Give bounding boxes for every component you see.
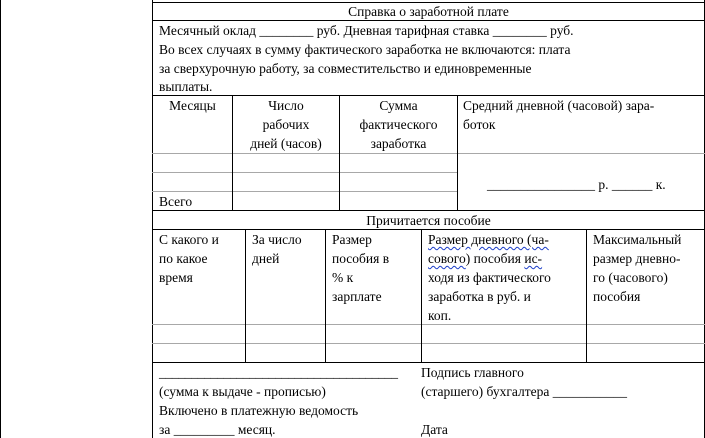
earnings-row-line: [152, 172, 457, 173]
payroll-label: Включено в платежную ведомость: [159, 403, 359, 418]
col-header-days-count: За число: [252, 232, 302, 247]
col-header-daily-benefit: [428, 231, 549, 248]
col-header-max-benefit: Максимальный: [593, 232, 682, 247]
signature-label: Подпись главного: [421, 365, 524, 380]
total-label: Всего: [159, 194, 193, 209]
daily-benefit-text: ) пособия: [465, 251, 525, 266]
earnings-table-top: [152, 95, 705, 96]
benefit-col-divider: [586, 229, 587, 362]
average-earnings-blank: ________________ р. ______ к.: [487, 177, 666, 192]
exclusions-line: за сверхурочную работу, за совместительство и единовременные: [159, 61, 532, 76]
col-header-sum: фактического: [359, 117, 438, 132]
col-header-percent: пособия в: [332, 251, 390, 266]
col-header-days: Число: [268, 98, 304, 113]
benefit-row-line: [152, 324, 705, 325]
title-divider: [152, 20, 705, 21]
col-header-period: по какое: [159, 251, 208, 266]
payroll-month-blank: за _________ месяц.: [159, 422, 276, 437]
col-header-percent: % к: [332, 270, 354, 285]
col-header-average: Средний дневной (часовой) зара-: [463, 98, 655, 113]
amount-in-words-caption: (сумма к выдаче - прописью): [159, 384, 326, 399]
benefit-table-bottom: [152, 362, 705, 363]
spellcheck-underlined-text: сового: [428, 251, 466, 266]
col-header-months: Месяцы: [169, 98, 216, 113]
exclusions-line: Во всех случаях в сумму фактического заработка не включаются: плата: [159, 42, 571, 57]
benefit-col-divider: [245, 229, 246, 362]
date-label: Дата: [421, 422, 448, 437]
benefit-title-divider: [152, 229, 705, 230]
spellcheck-underlined-text: Размер дневного (ча-: [428, 232, 549, 247]
spellcheck-underlined-text: ис-: [524, 251, 543, 266]
col-header-days: дней (часов): [250, 136, 322, 151]
earnings-col-divider: [457, 95, 458, 210]
exclusions-line: выплаты.: [159, 79, 213, 94]
salary-line: Месячный оклад ________ руб. Дневная тарифная ставка ________ руб.: [159, 23, 574, 38]
left-page-border: [0, 0, 1, 438]
col-header-days-count: дней: [252, 251, 280, 266]
col-header-sum: заработка: [370, 136, 427, 151]
col-header-average: боток: [463, 117, 496, 132]
benefit-col-divider: [421, 229, 422, 362]
earnings-row-line: [152, 153, 705, 154]
benefit-col-divider: [325, 229, 326, 362]
col-header-max-benefit: го (часового): [593, 270, 668, 285]
earnings-table-bottom: [152, 210, 705, 211]
earnings-row-line: [152, 191, 457, 192]
col-header-period: время: [159, 270, 193, 285]
col-header-daily-benefit: коп.: [428, 308, 452, 323]
col-header-max-benefit: размер дневно-: [593, 251, 681, 266]
col-header-percent: зарплате: [332, 289, 382, 304]
col-header-days: рабочих: [262, 117, 310, 132]
col-header-max-benefit: пособия: [593, 289, 641, 304]
benefit-title: Причитается пособие: [366, 213, 491, 228]
amount-in-words-blank: _____________________________________: [159, 365, 398, 380]
col-header-daily-benefit: ходя из фактического: [428, 270, 551, 285]
signature-label: (старшего) бухгалтера ___________: [421, 384, 628, 399]
col-header-sum: Сумма: [379, 98, 418, 113]
benefit-row-line: [152, 343, 705, 344]
form-title: Справка о заработной плате: [348, 4, 509, 19]
col-header-daily-benefit: заработка в руб. и: [428, 289, 531, 304]
col-header-period: С какого и: [159, 232, 219, 247]
col-header-daily-benefit: [428, 250, 542, 267]
col-header-percent: Размер: [332, 232, 372, 247]
